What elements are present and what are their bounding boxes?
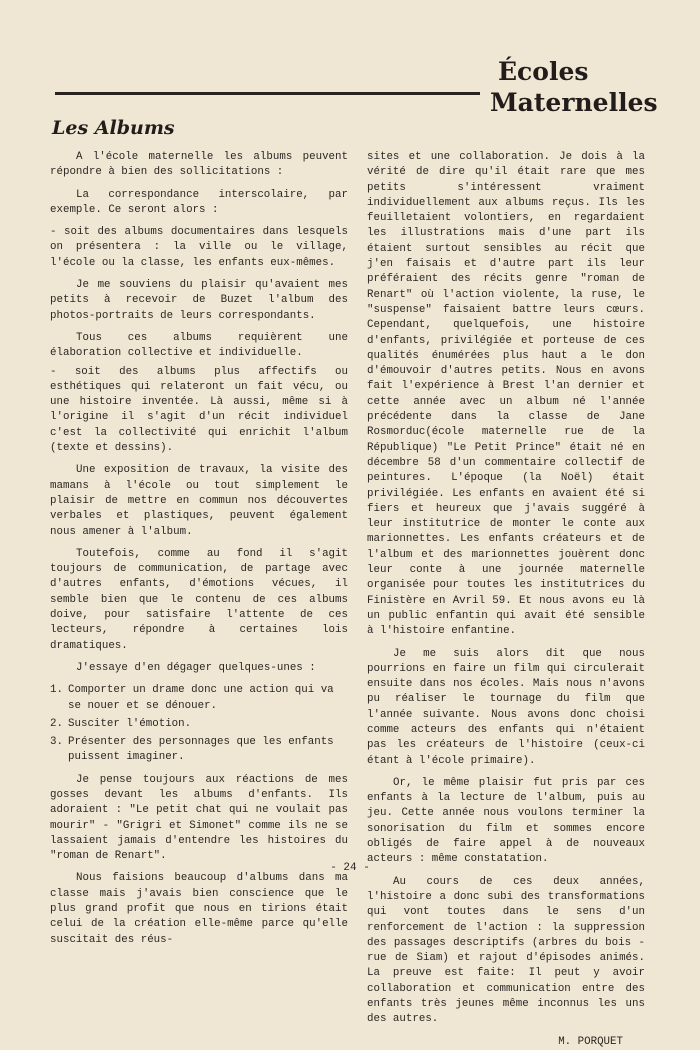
- header-rule: [55, 92, 480, 95]
- paragraph: Or, le même plaisir fut pris par ces enfants à la lecture de l'album, puis au jeu. Cette année nous voulons terminer la sonorisation du film et sommes encore obligés de faire appel à de nouveaux acteurs : même constatation.: [367, 776, 645, 866]
- list-number: 3.: [50, 736, 63, 749]
- paragraph: Au cours de ces deux années, l'histoire a donc subi des transformations qui vont toutes dans le sens d'un renforcement de l'action : la suppression des passages descriptifs (arbres du bois - rue de Siam) et rajout d'épisodes animés. La preuve est faite: Il peut y avoir collaboration et communication entre des enfants très jeunes même inconnus les uns des autres.: [367, 875, 645, 1026]
- list-item: [50, 735, 348, 766]
- paragraph: Une exposition de travaux, la visite des mamans à l'école ou tout simplement le plaisir de mettre en commun nos découvertes verbales et plastiques, peuvent également nous amener à l'album.: [50, 464, 348, 538]
- list-text: Comporter un drame donc une action qui va se nouer et se dénouer.: [68, 684, 334, 712]
- paragraph: - soit des albums plus affectifs ou esthétiques qui relateront un fait vécu, ou une histoire inventée. Là aussi, même si à l'origine il s'agit d'un récit individuel c'est la collectivité qui enrichit l'album (texte et dessins).: [50, 365, 348, 455]
- list-text: Susciter l'émotion.: [68, 717, 192, 730]
- paragraph: La correspondance interscolaire, par exemple. Ce seront alors :: [50, 188, 348, 216]
- paragraph: Nous faisions beaucoup d'albums dans ma classe mais j'avais bien conscience que le plus grand profit que nous en tirions était celui de la création elle-même parce qu'elle suscitait des réus-: [50, 872, 348, 946]
- list-item: [50, 717, 348, 732]
- paragraph: Toutefois, comme au fond il s'agit toujours de communication, de partage avec d'autres enfants, d'émotions vécues, il semble bien que le contenu de ces albums doive, pour satisfaire l'attente de ces lecteurs, répondre à certaines lois dramatiques.: [50, 547, 348, 652]
- list-number: 1.: [50, 684, 63, 697]
- left-column: [50, 150, 348, 955]
- paragraph: Je pense toujours aux réactions de mes gosses devant les albums d'enfants. Ils adoraient : "Le petit chat qui ne voulait pas mourir" - "Grigri et Simonet" comme ils ne se lassaient jamais d'entendre les histoires du "roman de Renart".: [50, 773, 348, 863]
- paragraph: A l'école maternelle les albums peuvent répondre à bien des sollicitations :: [50, 151, 348, 179]
- paragraph: sites et une collaboration. Je dois à la vérité de dire qu'il était rare que mes petits s'intéressent vraiment individuellement aux albums reçus. Ils les feuilletaient volontiers, en regardaient les illustrations mais d'une part ils étaient surtout sensibles au récit que j'en faisais et d'autre part ils leur préféraient des récits genre "roman de Renart" où l'action violente, la ruse, le "suspense" faisaient battre leurs cœurs. Cependant, quelquefois, une histoire d'enfants, privilégiée et porteuse de ces qualités énumérées plus haut a le don d'émouvoir d'autres petits. Nous en avons fait l'expérience à Brest l'an dernier et cette année avec un album né l'année précédente dans la classe de Jane Rosmorduc(école maternelle rue de la République) "Le Petit Prince" était né en décembre 58 d'un commentaire collectif de peintures. L'époque (la Noël) était privilégiée. Les enfants en avaient été si fiers et heureux que j'avais suggéré à leur institutrice de monter le conte aux marionnettes. Les enfants créateurs et de l'album et des marionnettes jouèrent donc leur conte à une journée maternelle organisée pour toutes les institutrices du Finistère en Avril 59. Et nous avons eu là un public enfantin qui avait été sensible à l'histoire enfantine.: [367, 151, 645, 638]
- section-header: [490, 56, 690, 118]
- list-text: Présenter des personnages que les enfants puissent imaginer.: [68, 736, 334, 764]
- paragraph: - soit des albums documentaires dans lesquels on présentera : la ville ou le village, l'école ou la classe, les enfants eux-mêmes.: [50, 226, 348, 269]
- paragraph: Tous ces albums requièrent une élaboration collective et individuelle.: [50, 331, 348, 360]
- paragraph: J'essaye d'en dégager quelques-unes :: [76, 661, 316, 674]
- author-signature: M. PORQUET: [558, 1035, 623, 1048]
- header-title-line1: Écoles: [498, 57, 589, 86]
- right-column: [367, 150, 645, 1050]
- rules-list: [50, 683, 348, 765]
- paragraph: Je me suis alors dit que nous pourrions en faire un film qui circulerait ensuite dans nos écoles. Mais nous n'avons pu réaliser le tournage du film que l'année suivante. Nous avons donc choisi comme acteurs des enfants qui n'étaient pas les créateurs de l'histoire (ceux-ci étant à l'école primaire).: [367, 647, 645, 767]
- list-number: 2.: [50, 717, 63, 730]
- list-item: [50, 683, 348, 714]
- page-number: - 24 -: [330, 862, 370, 874]
- paragraph: Je me souviens du plaisir qu'avaient mes petits à recevoir de Buzet l'album des photos-portraits de leurs correspondants.: [50, 279, 348, 322]
- article-title: Les Albums: [52, 117, 175, 139]
- header-title-line2: Maternelles: [490, 88, 658, 117]
